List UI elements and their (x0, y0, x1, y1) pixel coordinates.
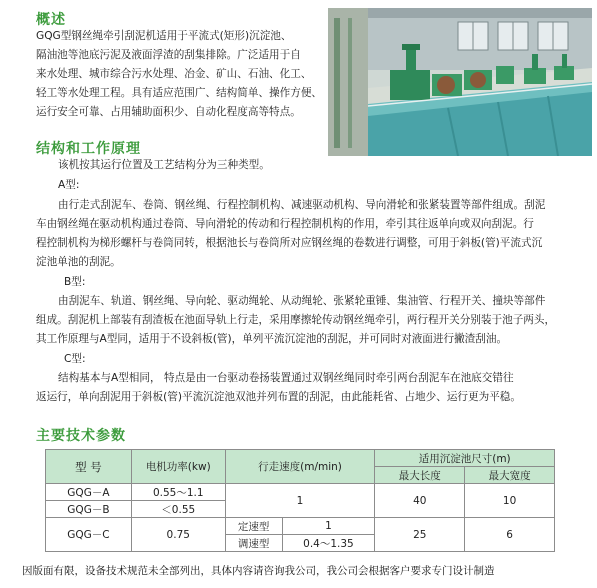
type-b-line-3: 其工作原理与A型同，适用于不设斜板(管)，单列平流沉淀池的刮泥，并可同时对液面进行撇渣刮油。 (36, 333, 508, 345)
col-tank-size-header: 适用沉淀池尺寸(m) (375, 450, 555, 467)
type-a-line-1: 由行走式刮泥车、卷筒、钢丝绳、行程控制机构、减速驱动机构、导向滑轮和张紧装置等部件组成。刮泥 (58, 199, 546, 211)
structure-title: 结构和工作原理 (36, 141, 141, 157)
col-model-header: 型 号 (46, 450, 132, 484)
width-cell: 6 (465, 518, 555, 552)
col-power-header: 电机功率(kw) (131, 450, 225, 484)
type-b-line-2: 组成。刮泥机上部装有刮渣板在池面导轨上行走，采用摩擦轮传动钢丝绳牵引，两行程开关分别装于池子两头， (36, 314, 556, 326)
overview-line-1: GQG型钢丝绳牵引刮泥机适用于平流式(矩形)沉淀池、 (36, 30, 292, 42)
type-a-line-3: 程控制机构为梯形螺杆与卷筒同转，根据池长与卷筒所对应钢丝绳的卷数进行调整，可用于斜板(管)平流式沉 (36, 237, 543, 249)
table-row (46, 484, 555, 501)
overview-line-5: 运行安全可靠、占用辅助面积少、自动化程度高等特点。 (36, 106, 301, 118)
speed-type-variable: 调速型 (225, 535, 282, 552)
type-c-line-1: 结构基本与A型相同， 特点是由一台驱动卷扬装置通过双钢丝绳同时牵引两台刮泥车在池底交错往 (58, 372, 514, 384)
model-cell: GQG－A (46, 484, 132, 501)
model-cell: GQG－C (46, 518, 132, 552)
power-cell: ＜0.55 (131, 501, 225, 518)
type-c-label: C型: (64, 353, 86, 365)
spec-table (45, 449, 555, 552)
type-b-label: B型: (64, 276, 86, 288)
speed-fixed-value: 1 (282, 518, 375, 535)
speed-type-fixed: 定速型 (225, 518, 282, 535)
col-max-width-header: 最大宽度 (465, 467, 555, 484)
equipment-photo (328, 8, 592, 156)
structure-intro: 该机按其运行位置及工艺结构分为三种类型。 (58, 159, 270, 171)
width-cell: 10 (465, 484, 555, 518)
length-cell: 25 (375, 518, 465, 552)
type-b-line-1: 由刮泥车、轨道、钢丝绳、导向轮、驱动绳轮、从动绳轮、张紧轮重锤、集油管、行程开关、撞块等部件 (58, 295, 546, 307)
overview-line-3: 来水处理、城市综合污水处理、冶金、矿山、石油、化工、 (36, 68, 312, 80)
power-cell: 0.75 (131, 518, 225, 552)
type-a-line-4: 淀池单池的刮泥。 (36, 256, 121, 268)
col-max-length-header: 最大长度 (375, 467, 465, 484)
type-a-label: A型: (58, 179, 80, 191)
footer-note: 因版面有限，设备技术规范未全部列出，具体内容请咨询我公司，我公司会根据客户要求专门设计制造 (22, 565, 495, 577)
type-c-line-2: 返运行，单向刮泥用于斜板(管)平流沉淀池双池并列布置的刮泥，由此能耗省、占地少、运行更为平稳。 (36, 391, 521, 403)
overview-line-2: 隔油池等池底污泥及液面浮渣的刮集排除。广泛适用于自 (36, 49, 301, 61)
speed-cell: 1 (225, 484, 375, 518)
type-a-line-2: 车由钢丝绳在驱动机构通过卷筒、导向滑轮的传动和行程控制机构的作用，牵引其往返单向或双向刮泥。行 (36, 218, 534, 230)
power-cell: 0.55～1.1 (131, 484, 225, 501)
overview-line-4: 轻工等水处理工程。具有适应范围广、结构简单、操作方便、 (36, 87, 323, 99)
length-cell: 40 (375, 484, 465, 518)
col-speed-header: 行走速度(m/min) (225, 450, 375, 484)
model-cell: GQG－B (46, 501, 132, 518)
table-row (46, 518, 555, 535)
specs-title: 主要技术参数 (36, 428, 126, 444)
speed-variable-value: 0.4～1.35 (282, 535, 375, 552)
overview-title: 概述 (36, 12, 66, 28)
